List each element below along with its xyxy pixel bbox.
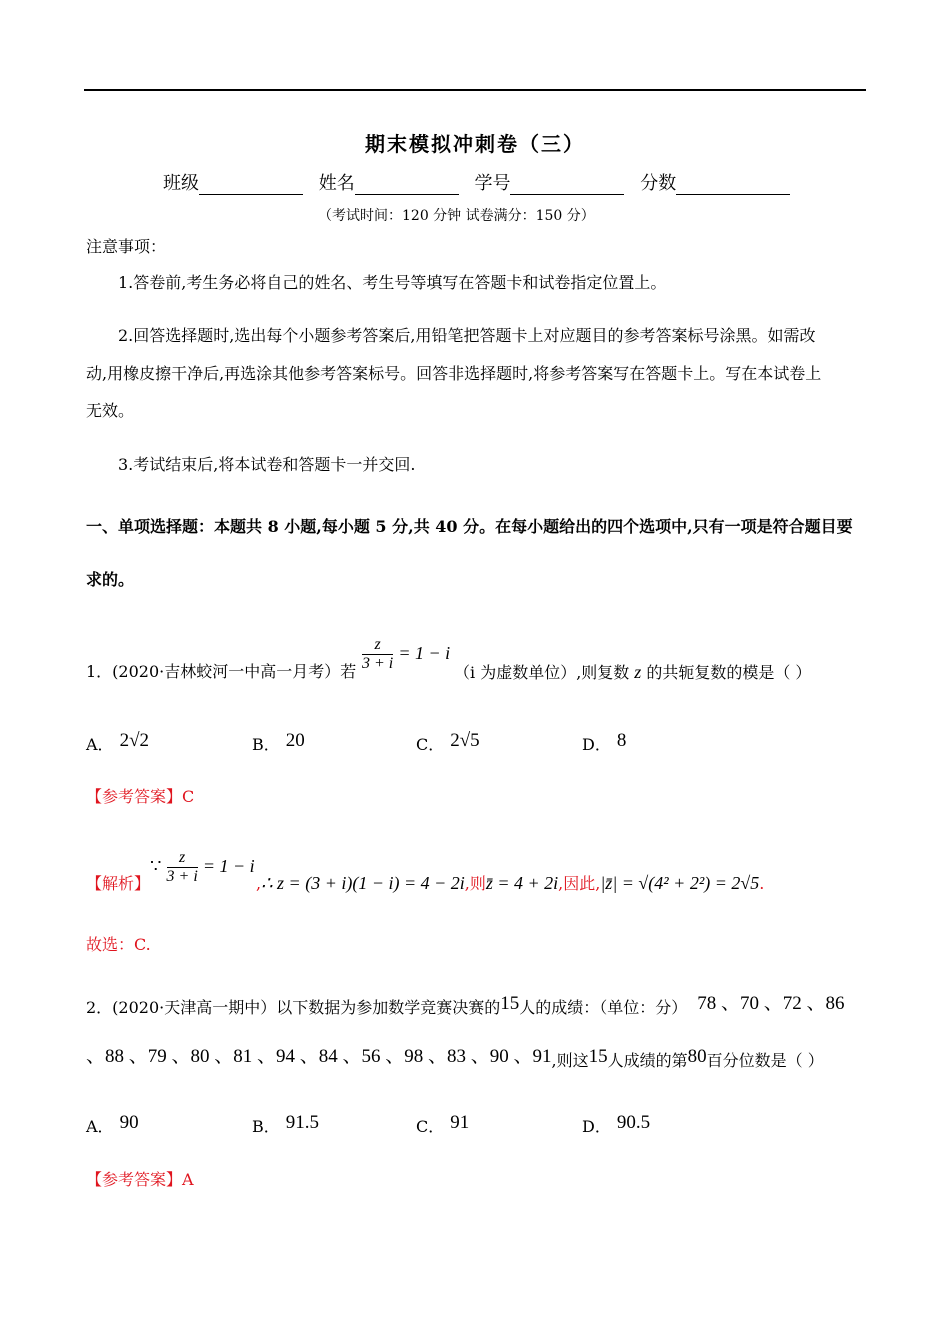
- header-rule: [84, 89, 866, 91]
- q2-count: 15: [500, 993, 520, 1014]
- q1-option-b[interactable]: B． 20: [252, 730, 305, 754]
- q1-prefix: 1．(2020·吉林蛟河一中高一月考）若: [86, 662, 357, 681]
- q1-analysis-steps: ,∴ z = (3 + i)(1 − i) = 4 − 2i,则z̄ = 4 + 2i,因此,|z̄| = √(4² + 2²) = 2√5.: [256, 873, 765, 893]
- q1-conjugate-expr: z̄ = 4 + 2i: [485, 873, 559, 893]
- q2-option-a[interactable]: A． 90: [86, 1112, 139, 1136]
- q1-option-a[interactable]: A． 2√2: [86, 730, 149, 754]
- q2-line-2: [86, 1043, 824, 1079]
- field-score[interactable]: [640, 169, 790, 195]
- q1-analysis-because: ∵ $\frac{z}{3 + i}$ = 1 − i: [150, 849, 255, 885]
- q2-option-b[interactable]: B． 91.5: [252, 1112, 320, 1136]
- q1-fraction-numerator: z: [362, 636, 393, 655]
- q1-analysis-fraction: $\frac{z}{3 + i}$: [166, 849, 198, 885]
- q2-percentile: 80: [687, 1046, 707, 1067]
- field-score-label: 分数: [640, 173, 677, 194]
- exam-info: （考试时间：120 分钟 试卷满分：150 分）: [318, 208, 595, 224]
- q1-option-c-value: 2√5: [450, 730, 480, 751]
- q2-suffix: 百分位数是（ ）: [706, 1051, 824, 1070]
- field-id-label: 学号: [474, 173, 511, 194]
- q1-fraction-denominator: 3 + i: [362, 655, 394, 672]
- q2-option-c-value: 91: [450, 1112, 470, 1133]
- field-name-label: 姓名: [318, 173, 355, 194]
- q1-answer: 【参考答案】C: [86, 787, 195, 806]
- notice-item-3: 3.考试结束后,将本试卷和答题卡一并交回.: [118, 455, 416, 474]
- q2-unit-text: 人的成绩：（单位：分）: [519, 998, 688, 1017]
- q1-analysis-label: 【解析】: [86, 874, 151, 893]
- q1-then-label: ,则: [464, 874, 486, 893]
- q2-values-line-2: 、88 、79 、80 、81 、94 、84 、56 、98 、83 、90 、91: [86, 1046, 552, 1067]
- q1-option-d-value: 8: [616, 730, 627, 751]
- student-fields: [163, 169, 800, 195]
- section-1-heading-line-2: 求的。: [86, 570, 135, 589]
- q1-option-d[interactable]: D． 8: [582, 730, 627, 754]
- notice-item-2-line-3: 无效。: [86, 401, 135, 420]
- q1-option-a-value: 2√2: [119, 730, 149, 751]
- q2-option-b-value: 91.5: [285, 1112, 320, 1133]
- q2-option-d[interactable]: D． 90.5: [582, 1112, 651, 1136]
- q2-mid: ,则这: [551, 1051, 589, 1070]
- q1-given-equation: [362, 636, 450, 673]
- notice-item-1: 1.答卷前,考生务必将自己的姓名、考生号等填写在答题卡和试卷指定位置上。: [118, 273, 667, 292]
- page-title: 期末模拟冲刺卷（三）: [365, 132, 585, 156]
- field-name[interactable]: [319, 169, 459, 195]
- q1-equation-rhs: = 1 − i: [398, 643, 451, 663]
- q2-values-line-1: 78 、70 、72 、86: [697, 993, 845, 1014]
- notice-item-2-line-2: 动,用橡皮擦干净后,再选涂其他参考答案标号。回答非选择题时,将参考答案写在答题卡上。写在本试卷上: [86, 364, 822, 383]
- notice-item-2-line-1: 2.回答选择题时,选出每个小题参考答案后,用铅笔把答题卡上对应题目的参考答案标号涂黑。如需改: [118, 326, 816, 345]
- q1-option-c[interactable]: C． 2√5: [416, 730, 480, 754]
- q1-suffix-2: 的共轭复数的模是（ ）: [646, 663, 812, 682]
- q1-suffix: （i 为虚数单位）,则复数: [454, 663, 630, 682]
- q1-option-b-value: 20: [285, 730, 305, 751]
- section-1-heading-line-1: 一、单项选择题：本题共 8 小题,每小题 5 分,共 40 分。在每小题给出的四个选项中,只有一项是符合题目要: [86, 517, 853, 536]
- q2-count-2: 15: [588, 1046, 608, 1067]
- because-symbol: ∵: [150, 856, 162, 876]
- q1-stem: [454, 654, 811, 691]
- q2-answer: 【参考答案】A: [86, 1170, 194, 1189]
- field-class-label: 班级: [163, 173, 199, 194]
- q2-option-a-value: 90: [119, 1112, 139, 1133]
- q2-option-d-value: 90.5: [616, 1112, 651, 1133]
- q2-option-c[interactable]: C． 91: [416, 1112, 470, 1136]
- q1-hence-label: ,因此,: [558, 874, 601, 893]
- q2-line-1: [86, 990, 845, 1026]
- notice-heading: 注意事项：: [86, 237, 167, 256]
- q1-conclusion: 故选：C.: [86, 935, 151, 954]
- q2-prefix: 2．(2020·天津高一期中）以下数据为参加数学竞赛决赛的: [86, 998, 501, 1017]
- q1-fraction: [362, 636, 393, 673]
- field-student-id[interactable]: [474, 169, 624, 195]
- field-class[interactable]: [163, 169, 303, 195]
- q1-variable: z: [634, 662, 642, 682]
- q1-therefore-expr: ∴ z = (3 + i)(1 − i) = 4 − 2i: [261, 873, 465, 893]
- q1-modulus-expr: |z̄| = √(4² + 2²) = 2√5: [600, 873, 760, 893]
- q2-mid-2: 人成绩的第: [607, 1051, 688, 1070]
